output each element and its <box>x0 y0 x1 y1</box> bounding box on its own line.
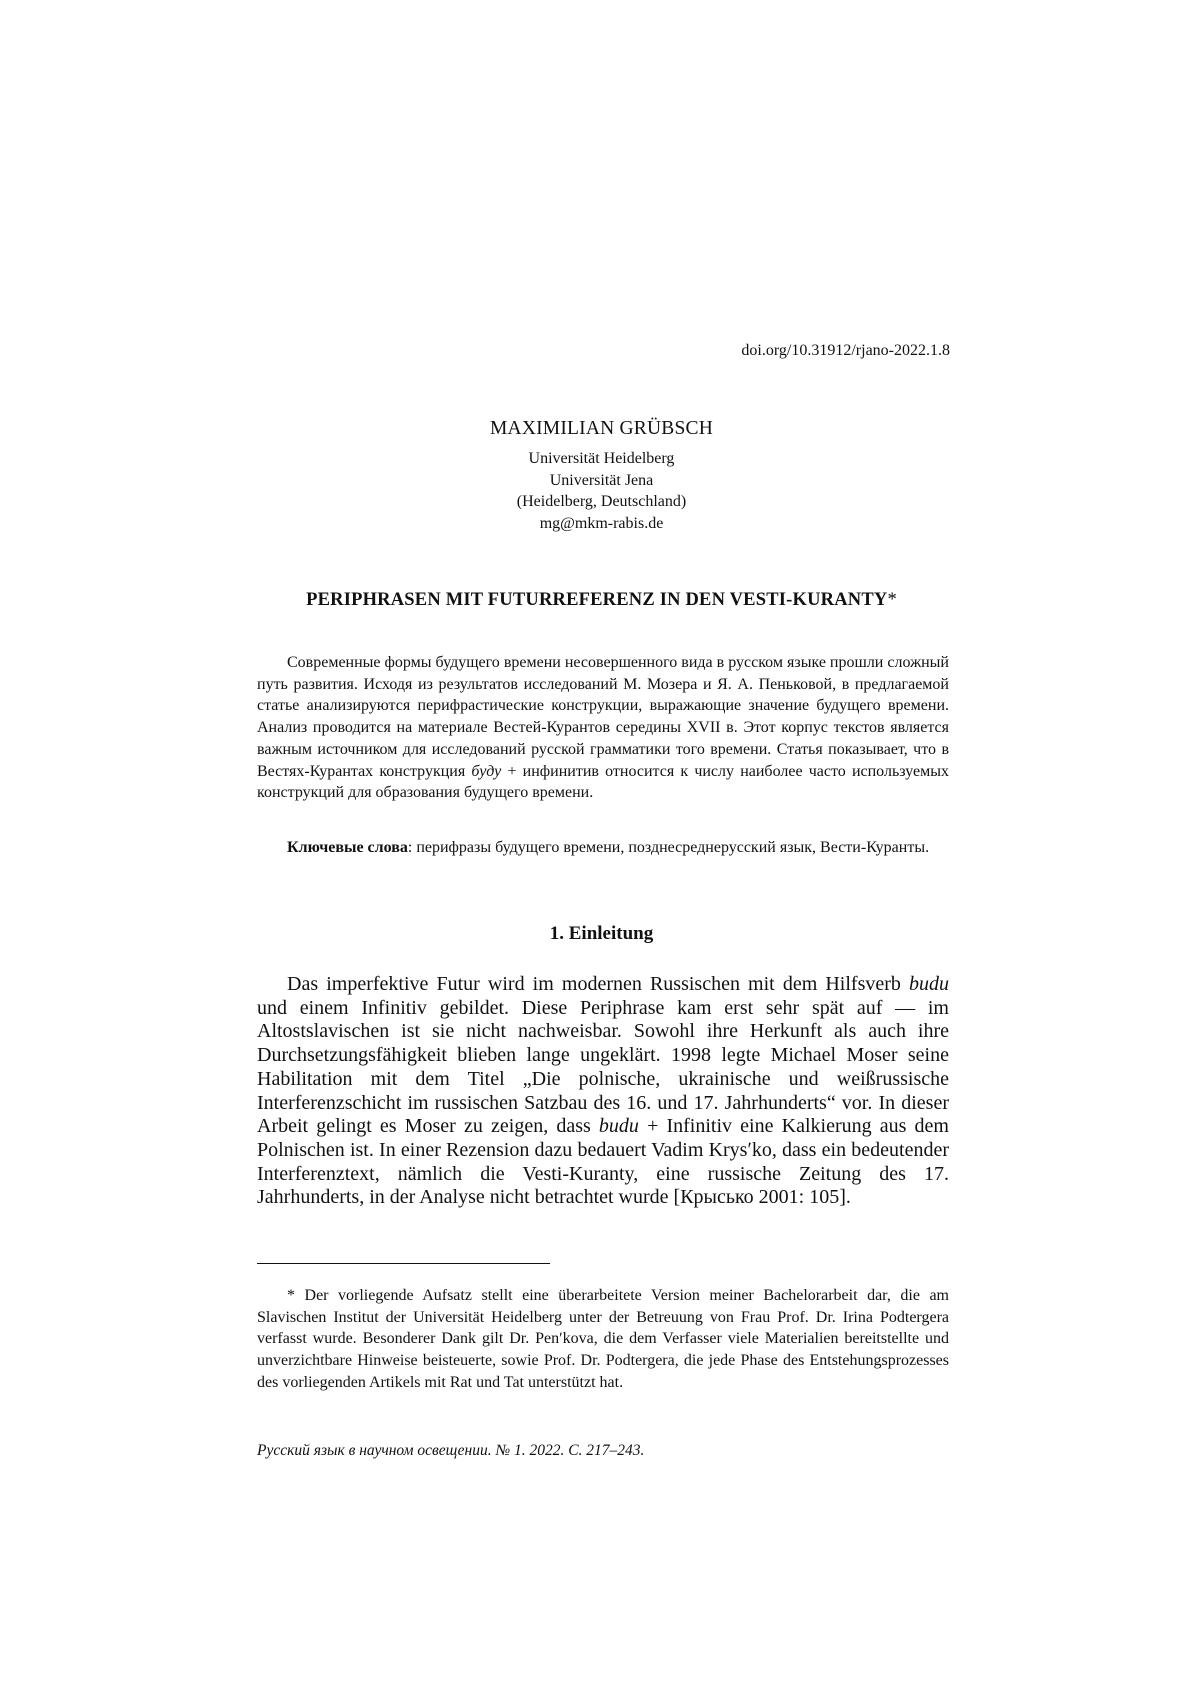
body-text-2: und einem Infinitiv gebildet. Diese Periphrase kam erst sehr spät auf — im Altostslavischen ist sie nicht nachweisbar. Sowohl ihre Herkunft als auch ihre Durchsetzungsfähigkeit blieben lange ungeklärt. 1998 legte Michael Moser seine Habilitation mit dem Titel „Die polnische, ukrainische und weißrussische Interferenzschicht im russischen Satzbau des 16. und 17. Jahrhunderts“ vor. In dieser Arbeit gelingt es Moser zu zeigen, dass <box>257 996 949 1138</box>
affiliation-location: (Heidelberg, Deutschland) <box>516 493 687 510</box>
affiliation-2: Universität Jena <box>549 471 654 489</box>
doi-link[interactable]: doi.org/10.31912/rjano-2022.1.8 <box>741 342 950 359</box>
body-text-1: Das imperfektive Futur wird im modernen Russischen mit dem Hilfsverb <box>287 973 909 995</box>
footnote-marker: * <box>287 1287 295 1304</box>
author-block <box>254 418 949 534</box>
abstract-text-1: Современные формы будущего времени несовершенного вида в русском языке прошли сложный путь развития. Исходя из результатов исследований М. Мозера и Я. А. Пеньковой, в предлагаемой статье анализируются перифрастические конструкции, выражающие значение будущего времени. Анализ проводится на материале Вестей-Курантов середины XVII в. Этот корпус текстов является важным источником для исследований русской грамматики того времени. Статья показывает, что в Вестях-Курантах конструкция <box>257 654 949 780</box>
keywords <box>257 837 949 859</box>
title-footnote-marker[interactable]: * <box>887 590 897 610</box>
footnote <box>257 1285 949 1394</box>
body-text-3: + Infinitiv eine Kalkierung aus dem Polnischen ist. In einer Rezension dazu bedauert Vadim Krysʹko, dass ein bedeutender Interferenztext, nämlich die Vesti-Kuranty, eine russische Zeitung des 17. Jahrhunderts, in der Analyse nicht betrachtet wurde [Крысько 2001: 105]. <box>257 1115 949 1209</box>
footnote-divider <box>257 1263 550 1264</box>
body-italic-2: budu <box>598 1115 639 1138</box>
journal-citation: Русский язык в научном освещении. № 1. 2022. С. 217–243. <box>257 1442 645 1459</box>
section-heading: 1. Einleitung <box>549 923 654 944</box>
keywords-text: : перифразы будущего времени, позднесреднерусский язык, Вести-Куранты. <box>407 839 930 856</box>
keywords-label: Ключевые слова <box>287 839 408 856</box>
author-name: MAXIMILIAN GRÜBSCH <box>490 418 713 439</box>
abstract <box>257 652 949 804</box>
abstract-text-2: + инфинитив относится к числу наиболее часто используемых конструкций для образования будущего времени. <box>257 762 949 802</box>
author-email[interactable]: mg@mkm-rabis.de <box>539 514 664 532</box>
paper-title <box>254 590 949 611</box>
affiliation-1: Universität Heidelberg <box>528 450 675 467</box>
body-paragraph <box>257 973 949 1210</box>
paper-title-text: PERIPHRASEN MIT FUTURREFERENZ IN DEN VESTI-KURANTY <box>306 590 888 610</box>
footnote-text: Der vorliegende Aufsatz stellt eine überarbeitete Version meiner Bachelorarbeit dar, die am Slavischen Institut der Universität Heidelberg unter der Betreuung von Frau Prof. Dr. Irina Podtergera verfasst wurde. Besonderer Dank gilt Dr. Penʹkova, die dem Verfasser viele Materialien bereitstellte und unverzichtbare Hinweise beisteuerte, sowie Prof. Dr. Podtergera, die jede Phase des Entstehungsprozesses des vorliegenden Artikels mit Rat und Tat unterstützt hat. <box>257 1287 949 1391</box>
abstract-italic: буду <box>471 762 502 780</box>
body-italic-1: budu <box>909 973 949 995</box>
